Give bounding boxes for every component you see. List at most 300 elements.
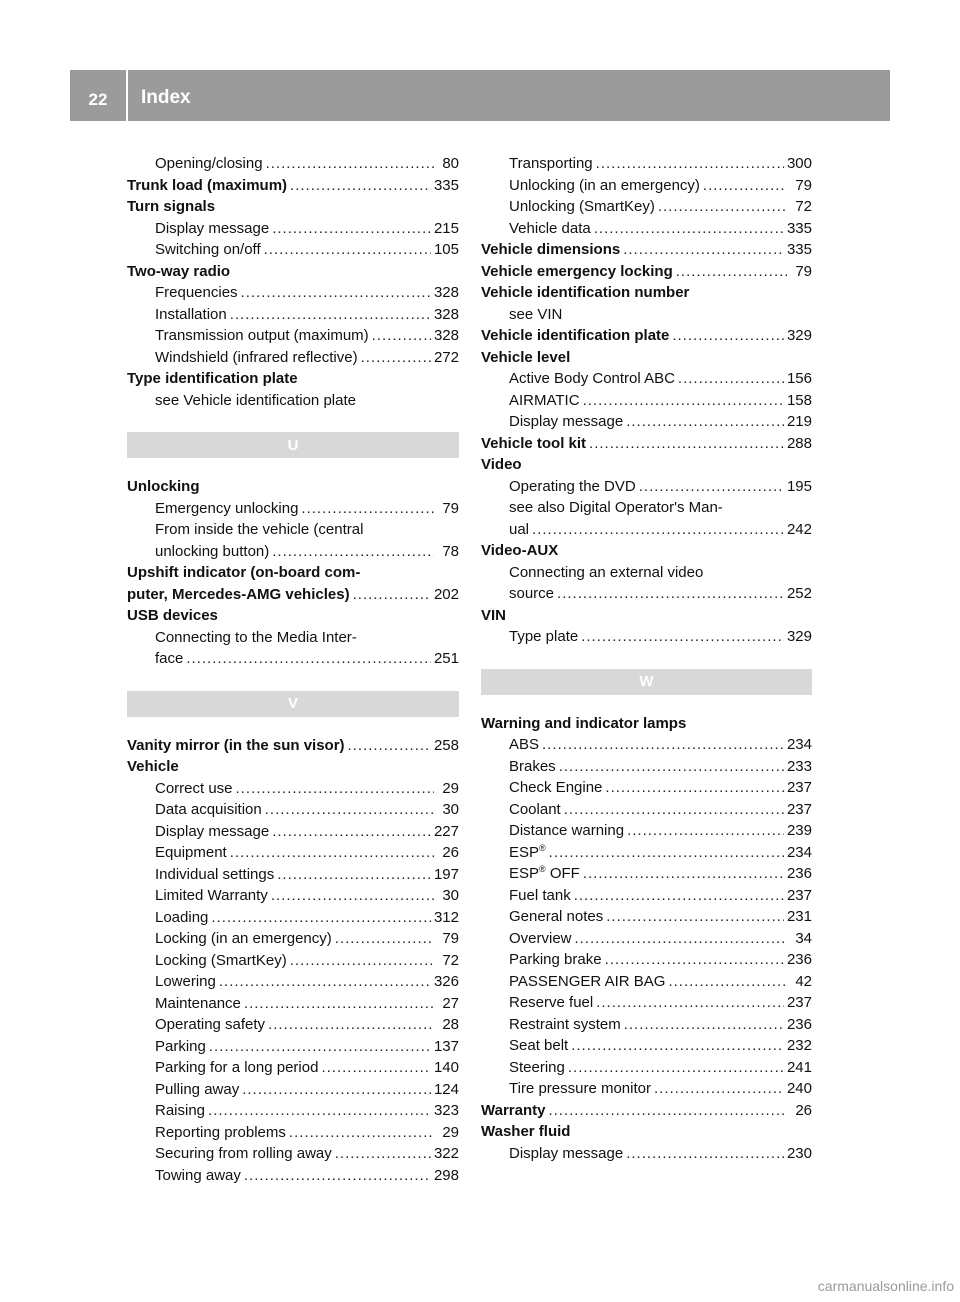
page-reference: 34 (795, 929, 812, 947)
watermark: carmanualsonline.info (817, 1278, 954, 1294)
index-subentry (127, 153, 459, 175)
page-reference: 239 (786, 822, 812, 839)
page-reference: 26 (442, 844, 459, 861)
index-entry (127, 175, 459, 197)
entry-label (155, 993, 241, 1015)
entry-label-text: Locking (SmartKey) (155, 951, 287, 969)
entry-label (509, 992, 593, 1014)
entry-label (127, 605, 218, 627)
page-reference: 233 (786, 757, 812, 775)
leader-dots (272, 821, 431, 843)
page-number: 22 (88, 89, 108, 109)
entry-label-text: Type plate (509, 628, 579, 645)
index-entry (127, 476, 459, 498)
entry-label-text: ESP (509, 865, 540, 882)
entry-label (155, 519, 363, 541)
index-subentry (127, 304, 459, 326)
page-reference: 288 (786, 434, 812, 452)
entry-label (481, 433, 586, 455)
leader-dots (627, 820, 784, 842)
index-subentry (127, 239, 459, 261)
leader-dots (353, 584, 431, 606)
entry-label-text: see Vehicle identification plate (155, 391, 356, 409)
section-header-u: U (127, 432, 459, 458)
entry-label (509, 1014, 621, 1036)
leader-dots (277, 864, 431, 886)
entry-label (155, 282, 238, 304)
entry-label (481, 261, 673, 283)
entry-label-text: face (155, 650, 184, 667)
entry-label (155, 907, 208, 929)
page-reference: 197 (433, 865, 459, 883)
leader-dots (542, 734, 784, 756)
entry-label-text: Limited Warranty (155, 887, 268, 904)
leader-dots (581, 626, 784, 648)
page-reference: 72 (442, 951, 459, 969)
leader-dots (321, 1057, 431, 1079)
index-subentry (481, 411, 812, 433)
page-reference: 78 (442, 542, 459, 560)
entry-label-text: Lowering (155, 973, 216, 990)
leader-dots (605, 949, 784, 971)
entry-label-text: Vehicle data (509, 219, 591, 237)
leader-dots (559, 756, 784, 778)
leader-dots (548, 1100, 787, 1122)
page-reference: 137 (433, 1037, 459, 1055)
entry-label-text: Opening/closing (155, 155, 263, 172)
entry-label (509, 175, 700, 197)
page-reference: 227 (433, 822, 459, 840)
entry-label (509, 799, 561, 821)
entry-label (155, 218, 269, 240)
page-reference: 329 (786, 628, 812, 645)
page-reference: 335 (786, 241, 812, 258)
leader-dots (244, 993, 434, 1015)
entry-label (509, 1057, 565, 1079)
index-subentry (481, 777, 812, 799)
entry-label-text: Active Body Control ABC (509, 370, 675, 387)
index-subentry (481, 476, 812, 498)
entry-label-text: unlocking button) (155, 542, 270, 560)
page-reference: 251 (433, 650, 459, 667)
index-subentry (127, 1143, 459, 1165)
entry-label (509, 777, 602, 799)
leader-dots (244, 1165, 431, 1187)
index-subentry (481, 1057, 812, 1079)
index-subentry (481, 562, 812, 584)
entry-label (155, 648, 183, 670)
leader-dots (268, 1014, 434, 1036)
entry-label-text: Video-AUX (481, 542, 559, 559)
section-header-v: V (127, 691, 459, 717)
entry-label-text: Connecting to the Media Inter- (155, 628, 357, 646)
index-entry (127, 584, 459, 606)
entry-label-text: AIRMATIC (509, 391, 580, 409)
entry-label (509, 153, 593, 175)
entry-label (127, 756, 179, 778)
entry-label (509, 476, 636, 498)
page-reference: 232 (786, 1037, 812, 1054)
entry-label (155, 842, 227, 864)
index-subentry (481, 1014, 812, 1036)
entry-label (155, 627, 357, 649)
entry-label (155, 928, 332, 950)
entry-label (155, 347, 358, 369)
entry-label (481, 325, 669, 347)
index-entry (127, 368, 459, 390)
entry-label-text: Unlocking (SmartKey) (509, 198, 655, 215)
entry-label-text: Pulling away (155, 1080, 240, 1098)
entry-label-text: General notes (509, 908, 604, 925)
leader-dots (668, 971, 787, 993)
index-subentry (481, 992, 812, 1014)
index-entry (127, 756, 459, 778)
entry-label (509, 368, 675, 390)
entry-label (155, 971, 216, 993)
leader-dots (289, 1122, 434, 1144)
index-entry (481, 347, 812, 369)
page-reference: 124 (433, 1080, 459, 1098)
entry-label (481, 454, 522, 476)
page-reference: 30 (442, 887, 459, 904)
page-reference: 195 (786, 477, 812, 495)
entry-label-text: Securing from rolling away (155, 1145, 332, 1162)
page-reference: 240 (786, 1080, 812, 1097)
index-subentry (127, 971, 459, 993)
entry-label-text: see VIN (509, 305, 563, 323)
entry-label (155, 1165, 241, 1187)
leader-dots (626, 1143, 784, 1165)
index-subentry (127, 842, 459, 864)
entry-label (509, 756, 556, 778)
leader-dots (264, 239, 431, 261)
index-subentry (481, 842, 812, 864)
index-subentry (127, 498, 459, 520)
leader-dots (624, 1014, 784, 1036)
entry-label-suffix: OFF (545, 865, 580, 882)
entry-label (509, 497, 723, 519)
index-subentry (127, 1122, 459, 1144)
page-reference: 234 (786, 843, 812, 861)
entry-label (481, 713, 686, 735)
page-reference: 215 (433, 219, 459, 237)
page-reference: 322 (433, 1145, 459, 1162)
entry-label-text: Vehicle identification plate (481, 327, 670, 344)
index-subentry (127, 218, 459, 240)
page-reference: 30 (442, 801, 459, 818)
page-reference: 237 (786, 779, 812, 796)
entry-label (509, 928, 572, 950)
entry-label-text: Type identification plate (127, 370, 298, 387)
index-subentry (481, 820, 812, 842)
entry-label (509, 949, 602, 971)
page-reference: 237 (786, 886, 812, 904)
index-subentry (481, 390, 812, 412)
index-subentry (127, 282, 459, 304)
leader-dots (575, 928, 787, 950)
index-entry (127, 261, 459, 283)
entry-label-text: Warranty (481, 1101, 546, 1119)
entry-label (155, 1079, 239, 1101)
leader-dots (271, 885, 434, 907)
entry-label-text: VIN (481, 606, 507, 624)
page-reference: 79 (442, 499, 459, 517)
entry-label-text: Operating the DVD (509, 477, 636, 495)
page-reference: 258 (433, 736, 459, 754)
entry-label-text: ual (509, 520, 530, 538)
leader-dots (242, 1079, 431, 1101)
leader-dots (241, 282, 431, 304)
page-reference: 202 (433, 585, 459, 603)
index-subentry (481, 497, 812, 519)
page-reference: 335 (786, 219, 812, 237)
entry-label (127, 735, 345, 757)
index-entry (481, 261, 812, 283)
entry-label-text: Parking brake (509, 951, 602, 968)
leader-dots (549, 842, 784, 864)
page-reference: 241 (786, 1058, 812, 1076)
index-subentry (127, 1079, 459, 1101)
entry-label-text: source (509, 585, 555, 602)
entry-label (155, 1036, 206, 1058)
leader-dots (639, 476, 784, 498)
entry-label (509, 562, 703, 584)
page-reference: 158 (786, 391, 812, 409)
page-reference: 230 (786, 1144, 812, 1162)
leader-dots (272, 541, 434, 563)
entry-label (155, 1122, 286, 1144)
entry-label (509, 218, 591, 240)
page-title: Index (141, 87, 191, 108)
entry-label-text: Towing away (155, 1166, 241, 1184)
entry-label-text: Overview (509, 929, 572, 947)
entry-label-text: Vehicle identification number (481, 284, 690, 301)
leader-dots (348, 735, 431, 757)
entry-label-text: Raising (155, 1102, 206, 1119)
index-subentry (127, 1100, 459, 1122)
page-reference: 326 (433, 973, 459, 990)
leader-dots (583, 390, 784, 412)
index-subentry (481, 218, 812, 240)
index-entry (127, 735, 459, 757)
page-reference: 328 (433, 327, 459, 344)
entry-label-text: Connecting an external video (509, 563, 704, 581)
page-reference: 80 (442, 155, 459, 172)
entry-label-text: Display message (155, 822, 270, 840)
index-subentry (481, 175, 812, 197)
leader-dots (266, 153, 434, 175)
entry-label (155, 1014, 265, 1036)
entry-label (509, 626, 578, 648)
page-reference: 252 (786, 585, 812, 602)
entry-label (481, 1121, 570, 1143)
entry-label (155, 390, 356, 412)
index-subentry (481, 756, 812, 778)
page-reference: 272 (433, 348, 459, 366)
index-entry (481, 454, 812, 476)
index-subentry (127, 778, 459, 800)
index-subentry (481, 734, 812, 756)
entry-label (509, 863, 580, 885)
entry-label-text: Steering (509, 1058, 565, 1076)
entry-label-text: USB devices (127, 607, 218, 624)
leader-dots (658, 196, 787, 218)
index-subentry (127, 325, 459, 347)
leader-dots (211, 907, 431, 929)
leader-dots (230, 304, 431, 326)
index-subentry (481, 1078, 812, 1100)
entry-label (155, 799, 262, 821)
entry-label (155, 1100, 205, 1122)
page-reference: 329 (786, 327, 812, 344)
leader-dots (372, 325, 431, 347)
page-reference: 237 (786, 800, 812, 818)
leader-dots (186, 648, 431, 670)
index-subentry (127, 347, 459, 369)
index-column-left (127, 153, 459, 1186)
entry-label-text: PASSENGER AIR BAG (509, 972, 666, 990)
entry-label-text: Brakes (509, 757, 556, 775)
leader-dots (568, 1057, 784, 1079)
index-subentry (481, 928, 812, 950)
entry-label-text: Display message (509, 413, 624, 430)
index-subentry (481, 519, 812, 541)
page-reference: 242 (786, 520, 812, 538)
entry-label-text: Frequencies (155, 284, 238, 301)
entry-label-text: Vehicle tool kit (481, 434, 587, 452)
entry-label-text: Coolant (509, 800, 561, 818)
index-subentry (127, 1036, 459, 1058)
leader-dots (290, 175, 431, 197)
page-reference: 79 (795, 176, 812, 194)
entry-label (155, 153, 263, 175)
leader-dots (209, 1036, 431, 1058)
entry-label (481, 1100, 545, 1122)
entry-label-text: Correct use (155, 779, 233, 797)
entry-label-text: Upshift indicator (on-board com- (127, 564, 361, 581)
entry-label (481, 605, 506, 627)
entry-label-text: Fuel tank (509, 886, 571, 904)
entry-label-text: Windshield (infrared reflective) (155, 348, 358, 366)
page-reference: 335 (433, 176, 459, 194)
entry-label (509, 411, 623, 433)
page-reference: 300 (786, 155, 812, 172)
leader-dots (672, 325, 784, 347)
entry-label (509, 820, 624, 842)
entry-label (155, 239, 261, 261)
entry-label (127, 196, 215, 218)
entry-label (509, 734, 539, 756)
entry-label (509, 885, 571, 907)
entry-label-text: Vehicle (127, 758, 179, 775)
entry-label (509, 196, 655, 218)
entry-label-text: Warning and indicator lamps (481, 714, 687, 732)
entry-label (509, 1078, 651, 1100)
page-reference: 29 (442, 1123, 459, 1141)
leader-dots (626, 411, 784, 433)
index-entry (481, 325, 812, 347)
entry-label (509, 1035, 568, 1057)
entry-label-text: Transmission output (maximum) (155, 327, 369, 344)
entry-label (481, 540, 558, 562)
entry-label (127, 368, 298, 390)
entry-label (127, 175, 287, 197)
entry-label (155, 864, 274, 886)
entry-label (509, 1143, 623, 1165)
entry-label-text: Display message (509, 1144, 624, 1162)
index-entry (481, 433, 812, 455)
entry-label-text: From inside the vehicle (central (155, 521, 364, 538)
entry-label-text: Data acquisition (155, 801, 262, 818)
entry-label (155, 325, 369, 347)
entry-label-text: Unlocking (127, 478, 200, 495)
entry-label (509, 971, 665, 993)
entry-label (155, 304, 227, 326)
page-reference: 328 (433, 305, 459, 323)
page-reference: 236 (786, 1015, 812, 1033)
index-subentry (127, 541, 459, 563)
index-subentry (481, 799, 812, 821)
page-reference: 312 (433, 908, 459, 926)
entry-label (509, 390, 580, 412)
entry-label-text: Equipment (155, 844, 227, 861)
entry-label-text: Switching on/off (155, 241, 261, 258)
index-subentry (481, 304, 812, 326)
entry-label-text: puter, Mercedes-AMG vehicles) (127, 585, 350, 603)
leader-dots (589, 433, 784, 455)
leader-dots (236, 778, 434, 800)
entry-label (509, 842, 546, 864)
leader-dots (571, 1035, 784, 1057)
page-reference: 72 (795, 198, 812, 215)
entry-label-text: ESP (509, 843, 540, 861)
index-subentry (481, 153, 812, 175)
leader-dots (301, 498, 434, 520)
leader-dots (678, 368, 784, 390)
index-subentry (127, 1165, 459, 1187)
entry-label (155, 1143, 332, 1165)
index-subentry (481, 583, 812, 605)
index-subentry (481, 949, 812, 971)
header-divider (126, 70, 128, 121)
page-header (70, 70, 890, 121)
entry-label-text: Installation (155, 305, 227, 323)
entry-label (481, 239, 620, 261)
leader-dots (654, 1078, 784, 1100)
page-reference: 156 (786, 370, 812, 387)
index-subentry (127, 627, 459, 649)
entry-label (127, 261, 230, 283)
entry-label (509, 583, 554, 605)
page-reference: 328 (433, 284, 459, 301)
entry-label-text: Reporting problems (155, 1123, 286, 1141)
entry-label (155, 950, 287, 972)
entry-label-text: ABS (509, 736, 540, 753)
leader-dots (557, 583, 784, 605)
entry-label-text: Seat belt (509, 1037, 569, 1054)
leader-dots (605, 777, 784, 799)
index-entry (481, 1121, 812, 1143)
entry-label (155, 541, 269, 563)
leader-dots (532, 519, 784, 541)
page-reference: 26 (795, 1101, 812, 1119)
leader-dots (594, 218, 784, 240)
leader-dots (676, 261, 787, 283)
entry-label-text: Vehicle level (481, 348, 571, 366)
index-entry (127, 562, 459, 584)
leader-dots (583, 863, 784, 885)
page-reference: 298 (433, 1166, 459, 1184)
